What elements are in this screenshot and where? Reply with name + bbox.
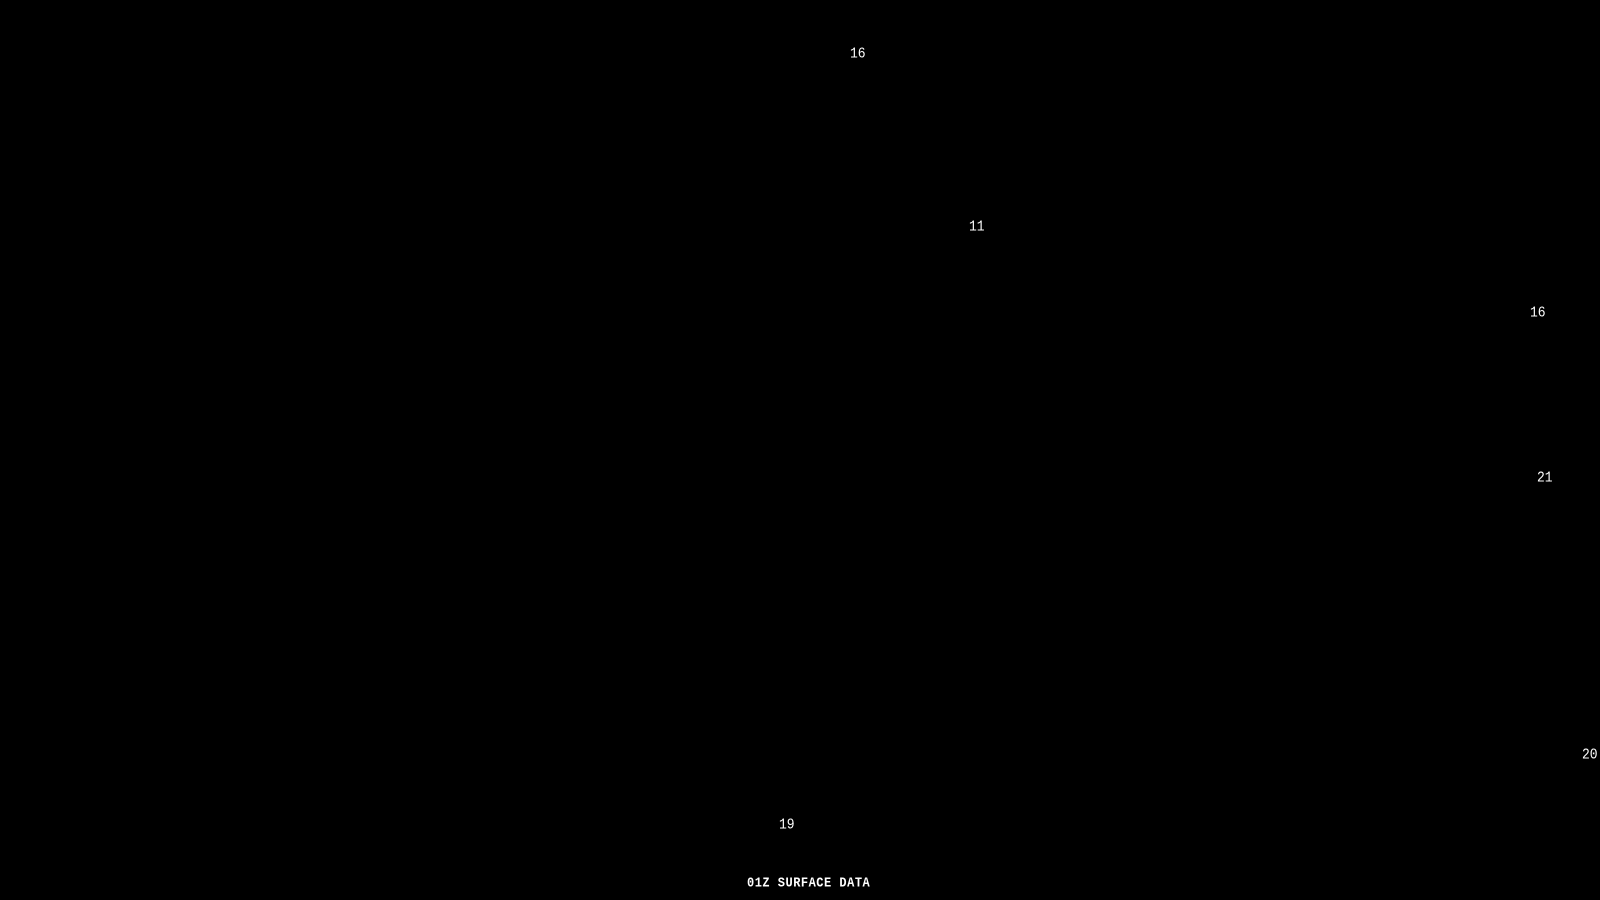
station-value: 11	[969, 217, 985, 236]
station-value: 21	[1537, 468, 1553, 487]
station-value: 16	[1530, 303, 1546, 322]
station-value: 19	[779, 815, 795, 834]
station-value: 20	[1582, 745, 1598, 764]
surface-data-caption: 01Z SURFACE DATA	[747, 874, 871, 891]
station-value: 16	[850, 44, 866, 63]
